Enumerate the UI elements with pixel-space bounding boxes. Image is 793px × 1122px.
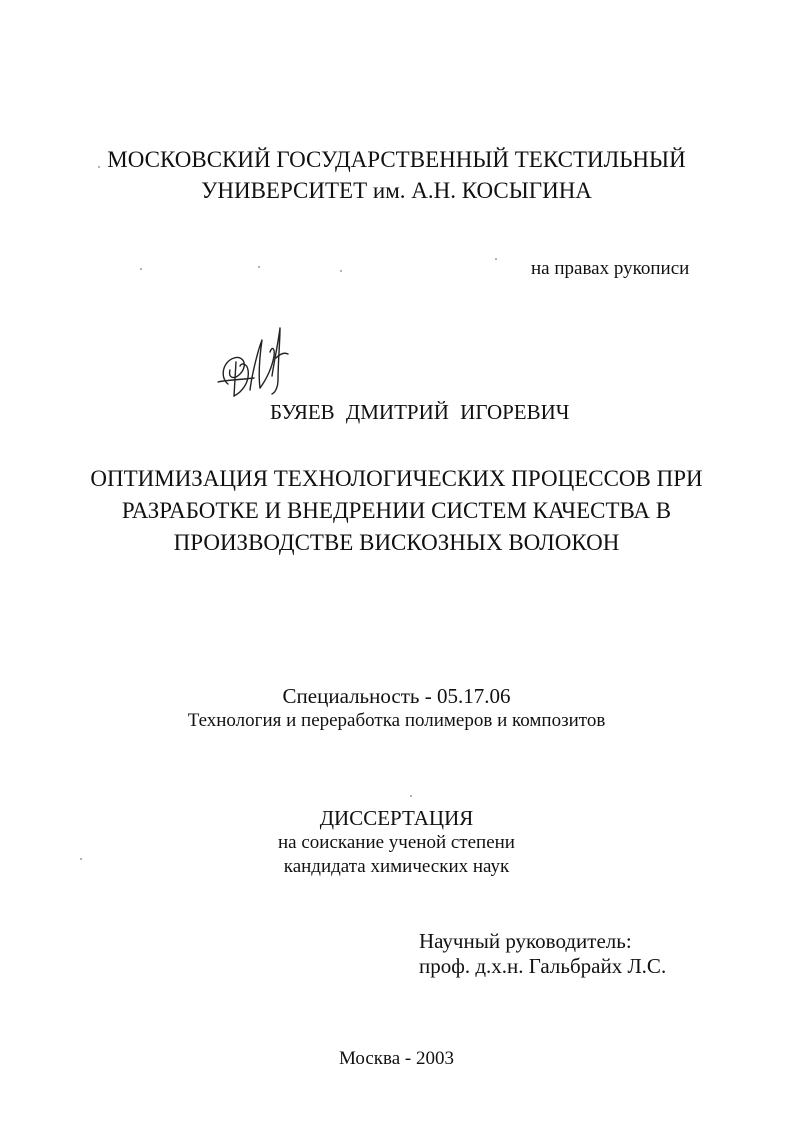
university-name-line-2: УНИВЕРСИТЕТ им. А.Н. КОСЫГИНА [201,178,592,203]
dissertation-heading: ДИССЕРТАЦИЯ [319,806,474,830]
dissertation-title-line-3: ПРОИЗВОДСТВЕ ВИСКОЗНЫХ ВОЛОКОН [173,530,620,555]
dissertation-title-line-1: ОПТИМИЗАЦИЯ ТЕХНОЛОГИЧЕСКИХ ПРОЦЕССОВ ПРИ [90,466,703,491]
scan-speck [80,858,82,860]
degree-line-1: на соискание ученой степени [278,832,515,853]
scan-speck [98,166,100,168]
author-name: БУЯЕВ ДМИТРИЙ ИГОРЕВИЧ [270,400,570,424]
supervisor-label: Научный руководитель: [419,929,632,953]
university-name-line-1: МОСКОВСКИЙ ГОСУДАРСТВЕННЫЙ ТЕКСТИЛЬНЫЙ [107,147,686,172]
scan-speck [495,258,497,260]
manuscript-rights-note: на правах рукописи [531,258,690,279]
scan-speck [340,270,342,272]
specialty-name: Технология и переработка полимеров и композитов [187,710,606,731]
supervisor-name: проф. д.х.н. Гальбрайх Л.С. [419,954,667,978]
scan-speck [140,268,142,270]
dissertation-title-line-2: РАЗРАБОТКЕ И ВНЕДРЕНИИ СИСТЕМ КАЧЕСТВА В [121,498,672,523]
city-year: Москва - 2003 [338,1048,455,1069]
signature-icon [214,322,294,400]
scan-speck [410,795,412,797]
scan-speck [258,266,260,268]
degree-line-2: кандидата химических наук [283,856,510,877]
specialty-code: Специальность - 05.17.06 [282,684,511,708]
